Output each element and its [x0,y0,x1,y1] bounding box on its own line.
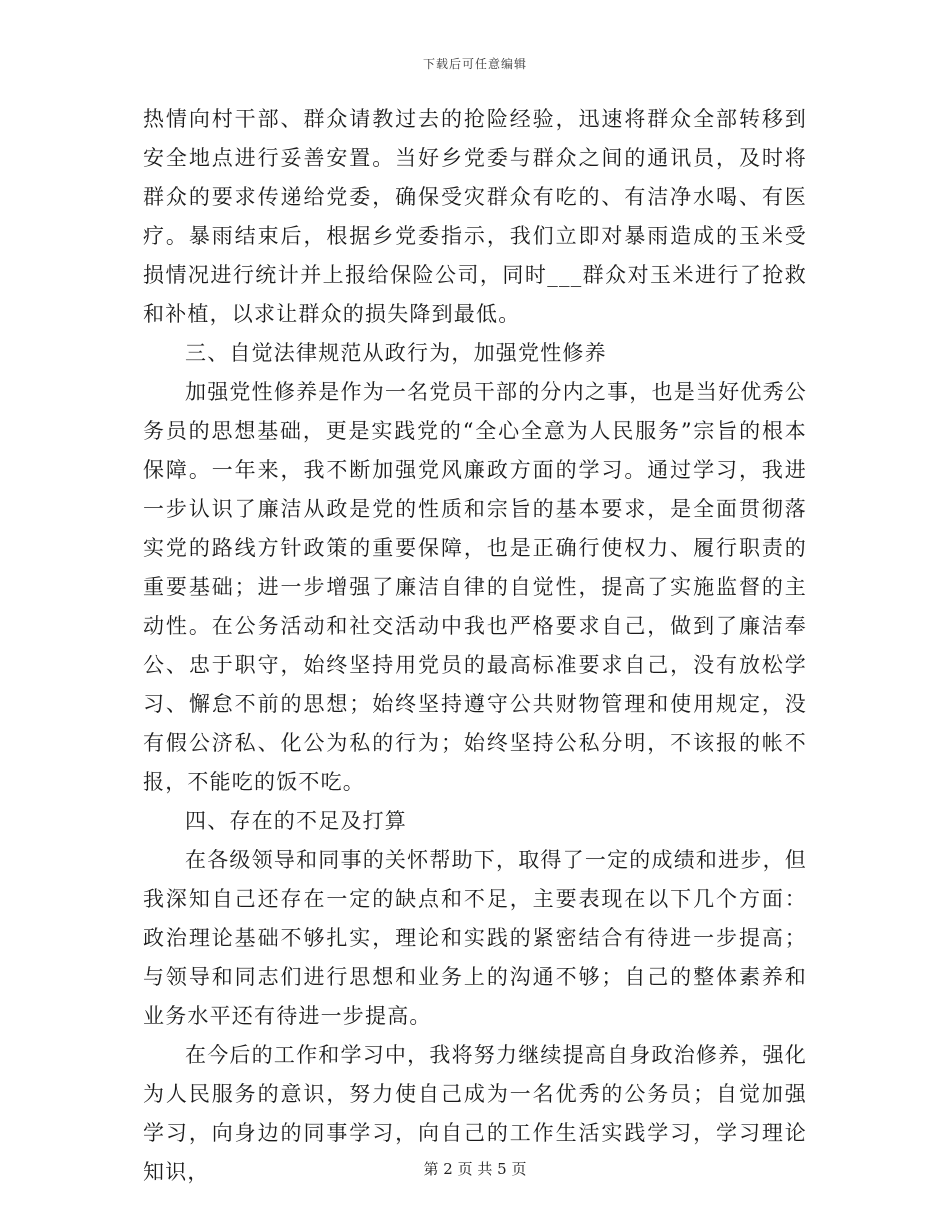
section-heading: 四、存在的不足及打算 [185,809,407,833]
paragraph: 热情向村干部、群众请教过去的抢险经验，迅速将群众全部转移到安全地点进行妥善安置。当好乡党委与群众之间的通讯员，及时将群众的要求传递给党委，确保受灾群众有吃的、有洁净水喝、有医疗。暴雨结束后，根据乡党委指示，我们立即对暴雨造成的玉米受损情况进行统计并上报给保险公司，同时___群众对玉米进行了抢救和补植，以求让群众的损失降到最低。 [143,107,807,326]
paragraph: 在各级领导和同事的关怀帮助下，取得了一定的成绩和进步，但我深知自己还存在一定的缺点和不足，主要表现在以下几个方面：政治理论基础不够扎实，理论和实践的紧密结合有待进一步提高；与领导和同志们进行思想和业务上的沟通不够；自己的整体素养和业务水平还有待进一步提高。 [143,848,807,1028]
paragraph: 在今后的工作和学习中，我将努力继续提高自身政治修养，强化为人民服务的意识，努力使自己成为一名优秀的公务员；自觉加强学习，向身边的同事学习，向自己的工作生活实践学习，学习理论知识， [143,1043,807,1184]
document-body [143,100,807,1192]
section-heading: 三、自觉法律规范从政行为，加强党性修养 [185,341,607,365]
page-number: 第 2 页 共 5 页 [423,1160,527,1178]
page-header: 下载后可任意编辑 [422,57,527,71]
paragraph: 加强党性修养是作为一名党员干部的分内之事，也是当好优秀公务员的思想基础，更是实践党的“全心全意为人民服务”宗旨的根本保障。一年来，我不断加强党风廉政方面的学习。通过学习，我进一步认识了廉洁从政是党的性质和宗旨的基本要求，是全面贯彻落实党的路线方针政策的重要保障，也是正确行使权力、履行职责的重要基础；进一步增强了廉洁自律的自觉性，提高了实施监督的主动性。在公务活动和社交活动中我也严格要求自己，做到了廉洁奉公、忠于职守，始终坚持用党员的最高标准要求自己，没有放松学习、懈怠不前的思想；始终坚持遵守公共财物管理和使用规定，没有假公济私、化公为私的行为；始终坚持公私分明，不该报的帐不报，不能吃的饭不吃。 [143,380,807,794]
